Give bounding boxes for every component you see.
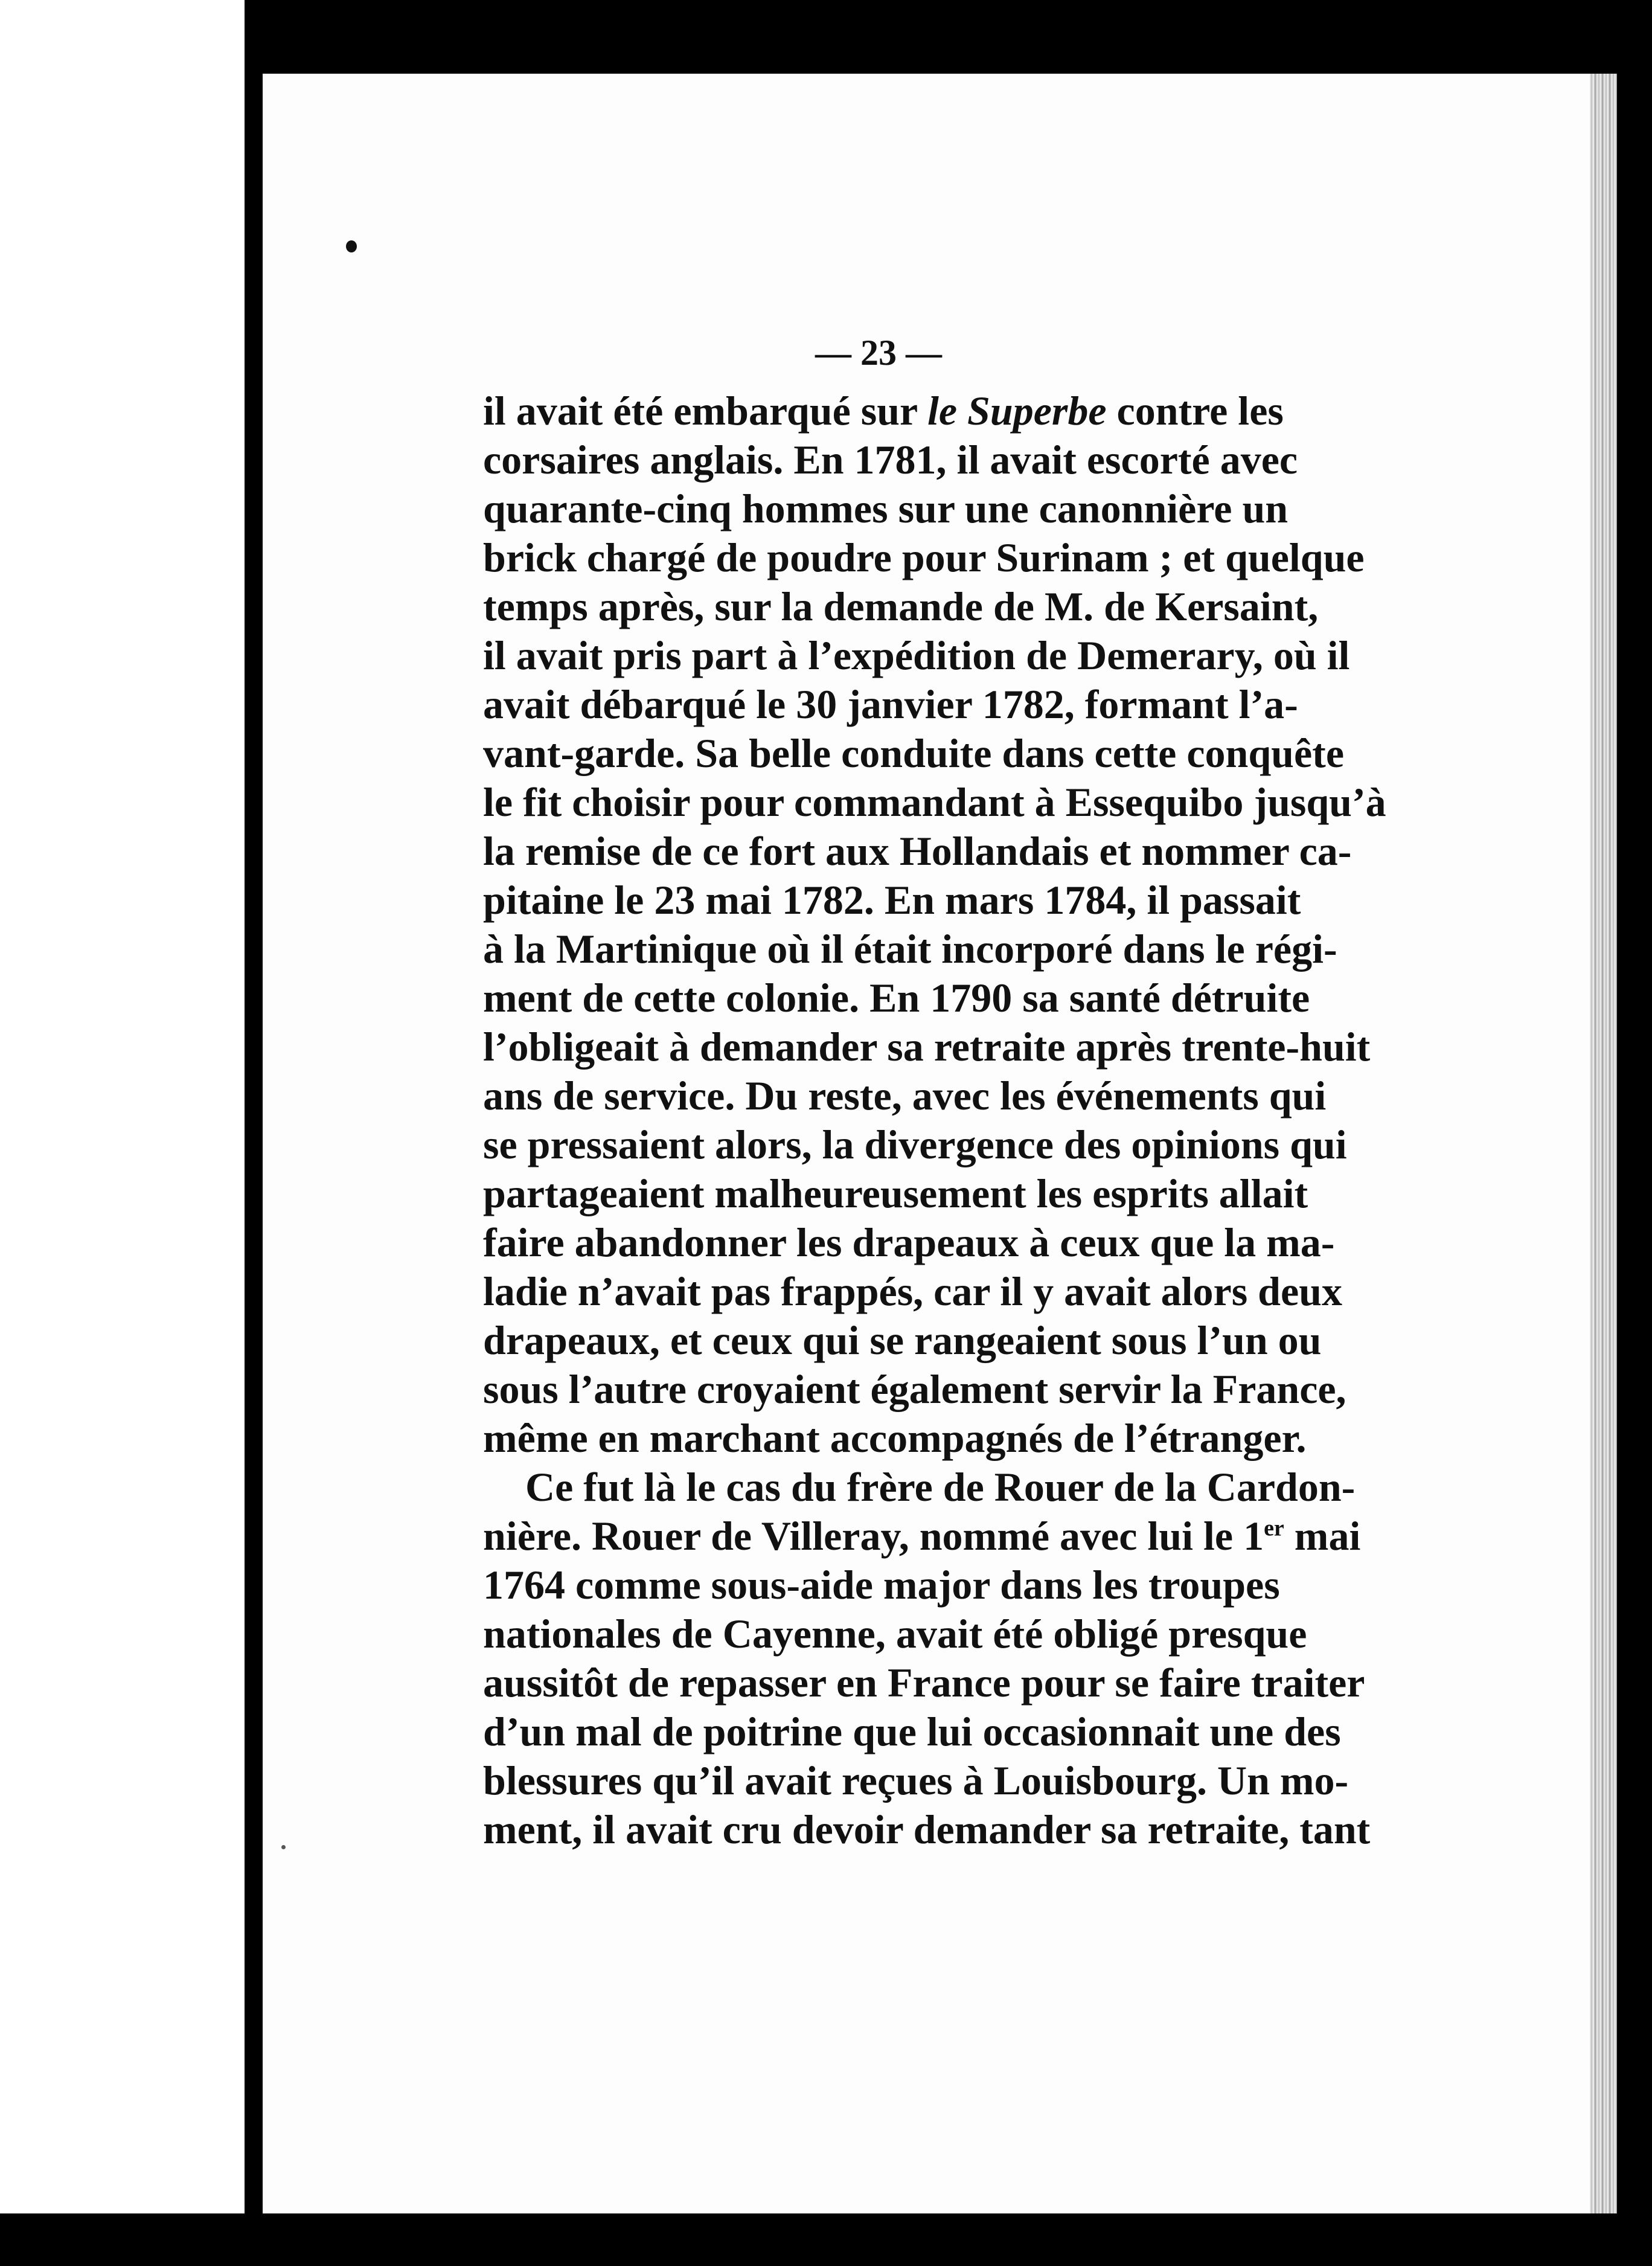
line-text: ans de service. Du reste, avec les événements qui xyxy=(483,1073,1327,1119)
text-line xyxy=(483,1463,1356,1512)
text-line xyxy=(483,1169,1308,1218)
text-line xyxy=(483,1218,1335,1267)
line-text: blessures qu’il avait reçues à Louisbourg. Un mo- xyxy=(483,1757,1349,1803)
body-text xyxy=(483,387,1386,1854)
text-line xyxy=(483,1316,1322,1365)
text-line xyxy=(483,435,1298,484)
ship-name: le Superbe xyxy=(927,388,1107,434)
line-text: il avait été embarqué sur xyxy=(483,388,927,434)
ordinal-superscript: er xyxy=(1264,1515,1284,1541)
line-text: même en marchant accompagnés de l’étranger. xyxy=(483,1415,1307,1461)
line-text: partageaient malheureusement les esprits allait xyxy=(483,1170,1308,1216)
ink-speck xyxy=(281,1845,286,1849)
text-line xyxy=(483,1267,1342,1316)
line-text: Ce fut là le cas du frère de Rouer de la Cardon- xyxy=(525,1464,1356,1510)
text-line xyxy=(483,387,1284,435)
text-line xyxy=(483,1414,1307,1463)
line-text: d’un mal de poitrine que lui occasionnait une des xyxy=(483,1709,1341,1754)
line-text: ment de cette colonie. En 1790 sa santé détruite xyxy=(483,975,1310,1021)
line-text: brick chargé de poudre pour Surinam ; et quelque xyxy=(483,534,1365,580)
text-line xyxy=(483,1071,1327,1120)
line-text: nière. Rouer de Villeray, nommé avec lui le 1 xyxy=(483,1513,1264,1559)
line-text: la remise de ce fort aux Hollandais et nommer ca- xyxy=(483,828,1352,874)
line-text: pitaine le 23 mai 1782. En mars 1784, il passait xyxy=(483,877,1301,923)
line-text: sous l’autre croyaient également servir la France, xyxy=(483,1366,1346,1412)
line-text: il avait pris part à l’expédition de Demerary, où il xyxy=(483,632,1350,678)
text-line xyxy=(483,876,1301,925)
line-text: quarante-cinq hommes sur une canonnière un xyxy=(483,486,1289,531)
text-line xyxy=(483,974,1310,1022)
text-line xyxy=(483,1707,1341,1756)
text-line xyxy=(483,680,1298,729)
text-line xyxy=(483,729,1345,778)
page-edge-stack xyxy=(1590,74,1617,2213)
text-line xyxy=(483,1561,1280,1610)
text-line xyxy=(483,827,1352,876)
gutter-shadow xyxy=(245,0,263,2213)
line-text: ladie n’avait pas frappés, car il y avait alors deux xyxy=(483,1268,1342,1314)
text-line xyxy=(483,1022,1371,1071)
line-text: avait débarqué le 30 janvier 1782, formant l’a- xyxy=(483,681,1298,727)
text-line xyxy=(483,778,1386,827)
line-text: nationales de Cayenne, avait été obligé presque xyxy=(483,1611,1307,1657)
line-text: ment, il avait cru devoir demander sa retraite, tant xyxy=(483,1806,1371,1852)
text-line xyxy=(483,1120,1347,1169)
text-line xyxy=(483,1610,1307,1658)
text-line xyxy=(483,484,1289,533)
text-line xyxy=(483,925,1337,974)
page-number: — 23 — xyxy=(815,333,942,373)
text-line xyxy=(483,1805,1371,1854)
line-text-continued: contre les xyxy=(1106,388,1284,434)
line-text: drapeaux, et ceux qui se rangeaient sous l’un ou xyxy=(483,1317,1322,1363)
line-text: l’obligeait à demander sa retraite après trente-huit xyxy=(483,1024,1371,1070)
text-line xyxy=(483,1756,1349,1805)
line-text: faire abandonner les drapeaux à ceux que la ma- xyxy=(483,1219,1335,1265)
line-text: corsaires anglais. En 1781, il avait escorté avec xyxy=(483,437,1298,483)
line-text: temps après, sur la demande de M. de Kersaint, xyxy=(483,583,1319,629)
text-line xyxy=(483,533,1365,582)
text-line xyxy=(483,1658,1365,1707)
text-line xyxy=(483,1365,1346,1414)
line-text: 1764 comme sous-aide major dans les troupes xyxy=(483,1562,1280,1608)
line-text: vant-garde. Sa belle conduite dans cette conquête xyxy=(483,730,1345,776)
text-line xyxy=(483,582,1319,631)
line-text: se pressaient alors, la divergence des opinions qui xyxy=(483,1122,1347,1167)
line-text: le fit choisir pour commandant à Essequibo jusqu’à xyxy=(483,779,1386,825)
ink-spot xyxy=(346,240,357,252)
left-blank-leaf xyxy=(0,0,245,2213)
line-text-continued: mai xyxy=(1284,1513,1361,1559)
line-text: à la Martinique où il était incorporé dans le régi- xyxy=(483,926,1337,972)
line-text: aussitôt de repasser en France pour se faire traiter xyxy=(483,1660,1365,1706)
text-line xyxy=(483,1512,1361,1561)
text-line xyxy=(483,631,1350,680)
